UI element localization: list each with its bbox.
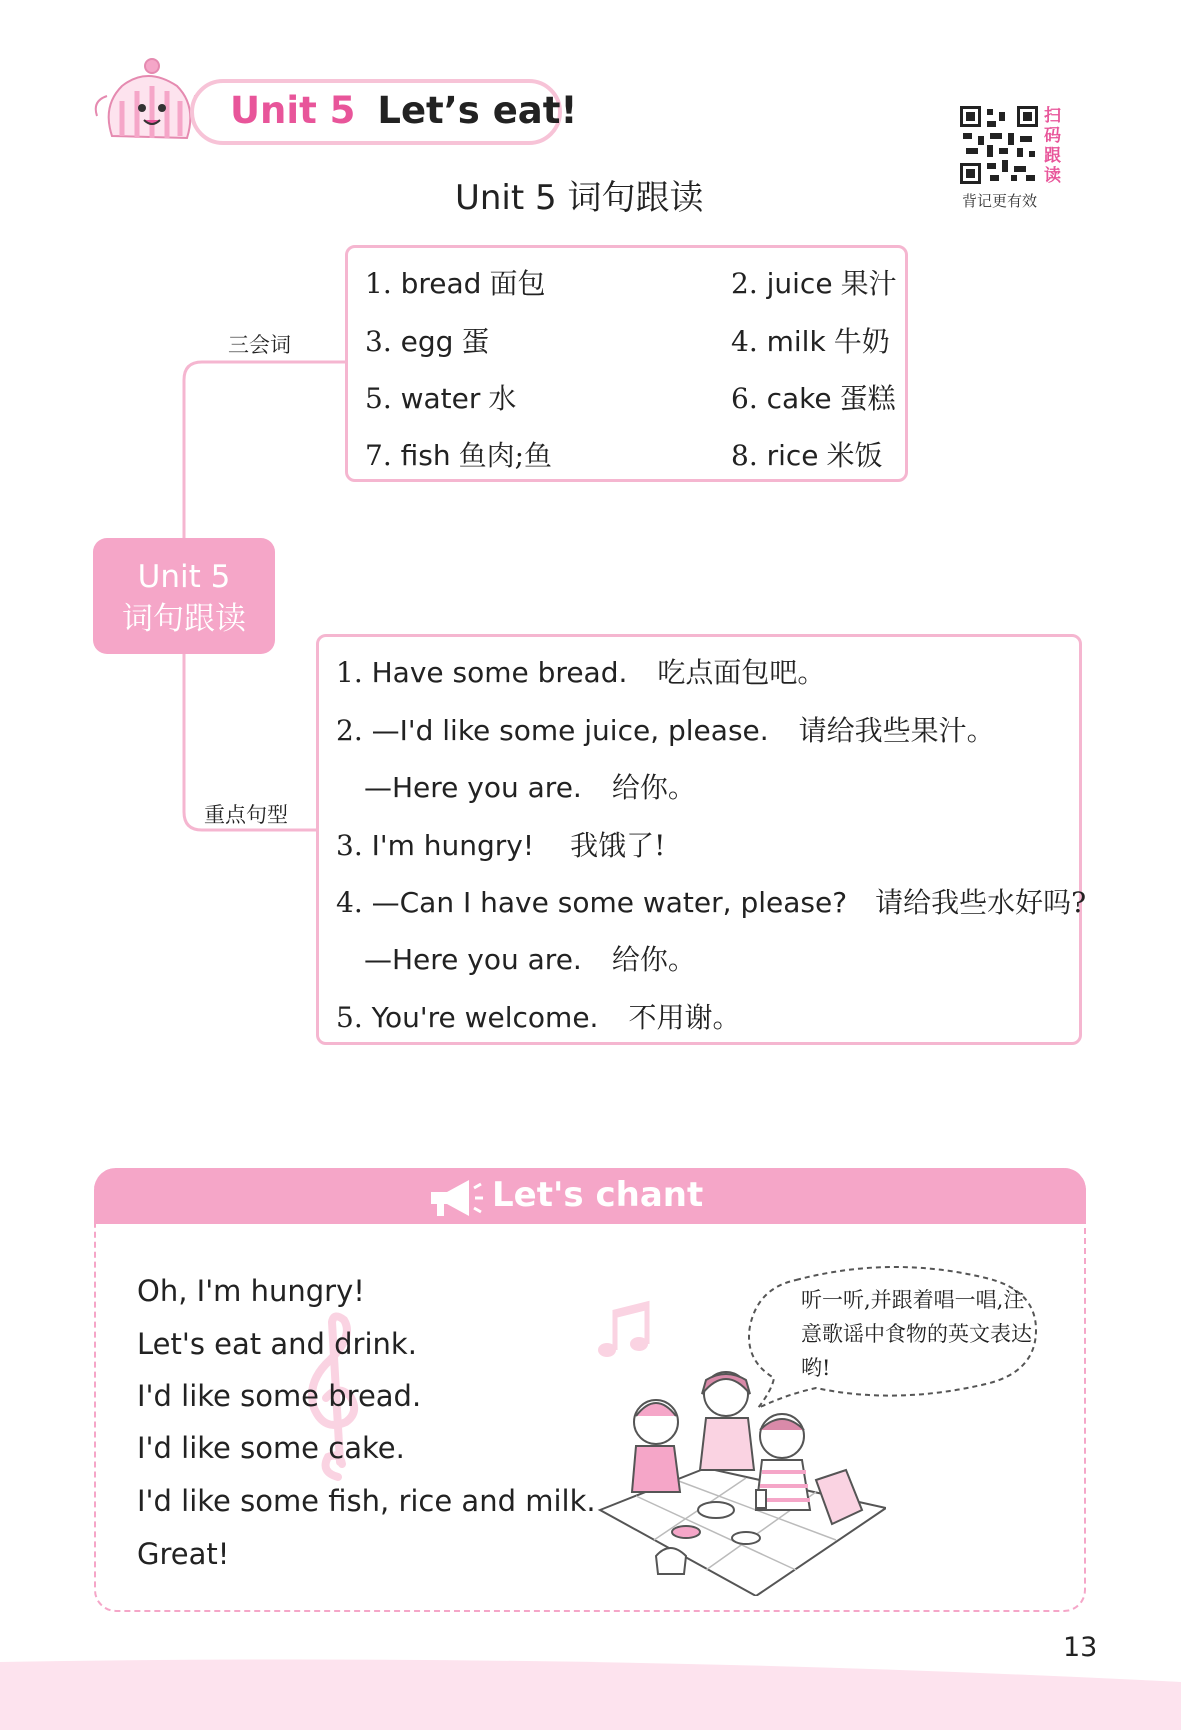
scan-to-read-label: 扫码跟读 [1044, 106, 1061, 186]
footer-band [0, 1652, 1181, 1730]
chant-line: I'd like some bread. [137, 1379, 422, 1413]
page-subtitle: Unit 5 词句跟读 [455, 178, 704, 218]
sentence-line: 5. You're welcome. 不用谢。 [336, 1001, 741, 1034]
speech-bubble-text: 听一听,并跟着唱一唱,注意歌谣中食物的英文表达哟! [801, 1288, 1032, 1380]
sentence-line: 3. I'm hungry! 我饿了! [336, 829, 666, 862]
vocab-item: 3. egg 蛋 [365, 325, 490, 358]
sentence-line: 2. —I'd like some juice, please. 请给我些果汁。 [336, 714, 995, 747]
qr-caption: 背记更有效 [962, 192, 1038, 210]
vocab-item: 7. fish 鱼肉;鱼 [365, 439, 553, 472]
chant-title: Let's chant [492, 1175, 704, 1215]
vocab-item: 4. milk 牛奶 [731, 325, 890, 358]
picnic-kids-illustration [596, 1360, 886, 1596]
sentence-branch-label: 重点句型 [204, 803, 288, 827]
chant-line: I'd like some fish, rice and milk. [137, 1484, 596, 1518]
vocab-item: 6. cake 蛋糕 [731, 382, 896, 415]
sentence-line: 1. Have some bread. 吃点面包吧。 [336, 656, 826, 689]
sentence-line: —Here you are. 给你。 [364, 771, 696, 804]
unit-number: Unit 5 [230, 89, 356, 132]
unit-center-node [93, 538, 275, 654]
sentence-line: 4. —Can I have some water, please? 请给我些水好吗? [336, 886, 1087, 919]
chant-line: Great! [137, 1537, 230, 1571]
music-note-icon [595, 1300, 657, 1362]
page-number: 13 [1063, 1632, 1098, 1663]
center-line-1: Unit 5 [137, 559, 231, 595]
vocab-item: 1. bread 面包 [365, 267, 546, 300]
chant-line: Let's eat and drink. [137, 1327, 417, 1361]
vocab-item: 8. rice 米饭 [731, 439, 883, 472]
unit-title: Let’s eat! [377, 89, 578, 132]
vocab-branch-label: 三会词 [228, 333, 291, 357]
sentence-line: —Here you are. 给你。 [364, 943, 696, 976]
vocab-item: 2. juice 果汁 [731, 267, 897, 300]
megaphone-icon [425, 1176, 485, 1220]
vocab-item: 5. water 水 [365, 382, 517, 415]
chant-line: Oh, I'm hungry! [137, 1274, 365, 1308]
center-line-2: 词句跟读 [122, 601, 246, 637]
chant-line: I'd like some cake. [137, 1431, 405, 1465]
